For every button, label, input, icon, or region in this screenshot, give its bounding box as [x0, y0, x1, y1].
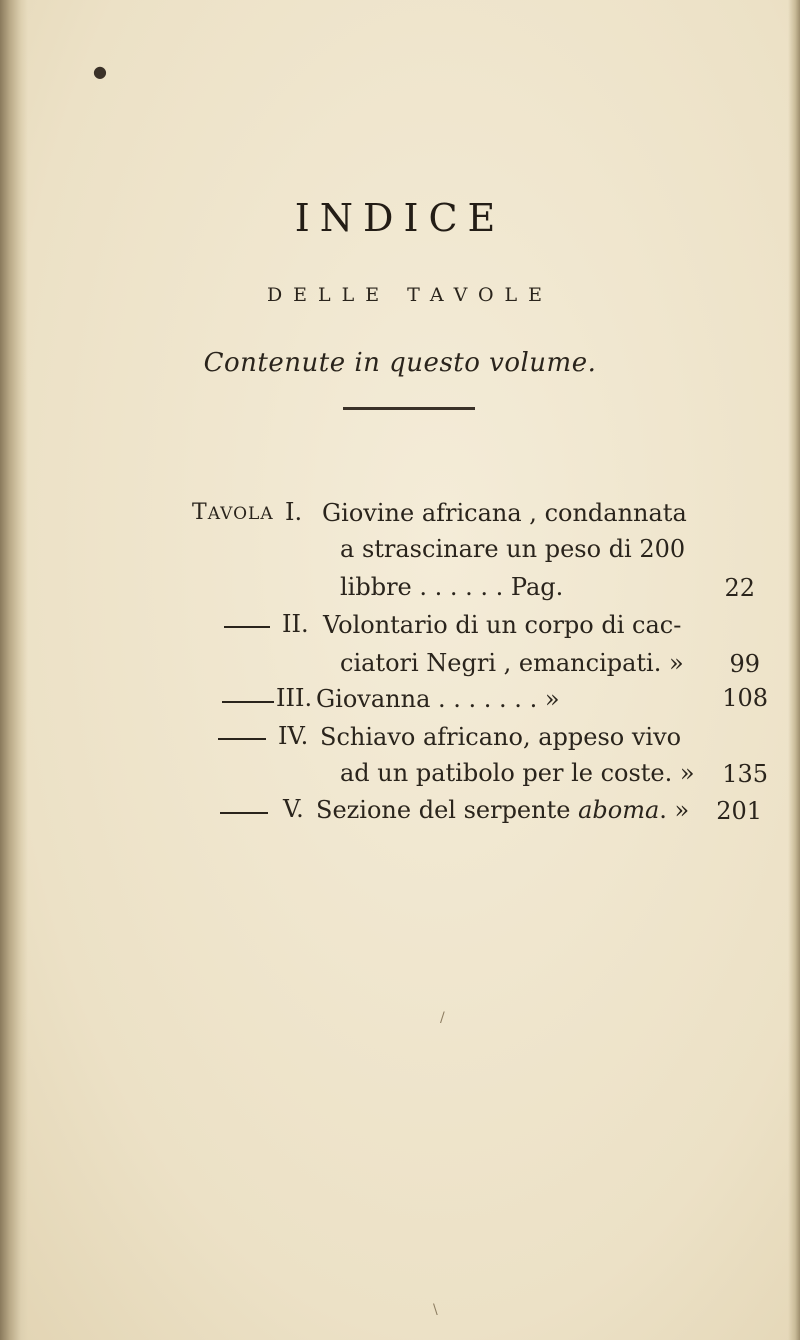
ink-speck: ●: [93, 62, 107, 81]
entry-numeral: IV.: [278, 722, 309, 750]
ditto-dash: [220, 812, 268, 814]
entry-page-number: 99: [729, 650, 760, 678]
page-subtitle: DELLE TAVOLE: [266, 284, 554, 306]
entry-text-line: Giovine africana , condannata: [322, 499, 687, 527]
tavola-label: TAVOLA: [192, 500, 274, 525]
ditto-dash: [224, 626, 270, 628]
entry-page-number: 22: [724, 574, 755, 602]
contents-note: Contenute in questo volume.: [203, 348, 597, 378]
ink-mark: \: [433, 1302, 438, 1318]
entry-text-line: ciatori Negri , emancipati. »: [340, 649, 684, 677]
entry-text-line: ad un patibolo per le coste. »: [340, 759, 695, 787]
entry-text-line: Volontario di un corpo di cac-: [323, 611, 682, 639]
entry-text-line: a strascinare un peso di 200: [340, 535, 686, 563]
entry-numeral: II.: [282, 610, 309, 638]
entry-page-number: 135: [722, 760, 768, 788]
entry-numeral: V.: [283, 795, 304, 823]
entry-page-number: 201: [716, 797, 762, 825]
entry-text-line: Giovanna . . . . . . . »: [316, 685, 560, 713]
page-title: INDICE: [294, 196, 506, 240]
entry-numeral: III.: [276, 684, 313, 712]
entry-text-line: libbre . . . . . . Pag.: [340, 573, 564, 601]
entry-numeral: I.: [285, 498, 303, 526]
entry-page-number: 108: [722, 684, 768, 712]
ink-mark: /: [440, 1010, 445, 1026]
ditto-dash: [218, 738, 266, 740]
ditto-dash: [222, 701, 274, 703]
entry-text-line: Schiavo africano, appeso vivo: [320, 723, 682, 751]
decorative-rule: [343, 407, 475, 410]
entry-text-line: Sezione del serpente aboma. »: [316, 796, 690, 824]
